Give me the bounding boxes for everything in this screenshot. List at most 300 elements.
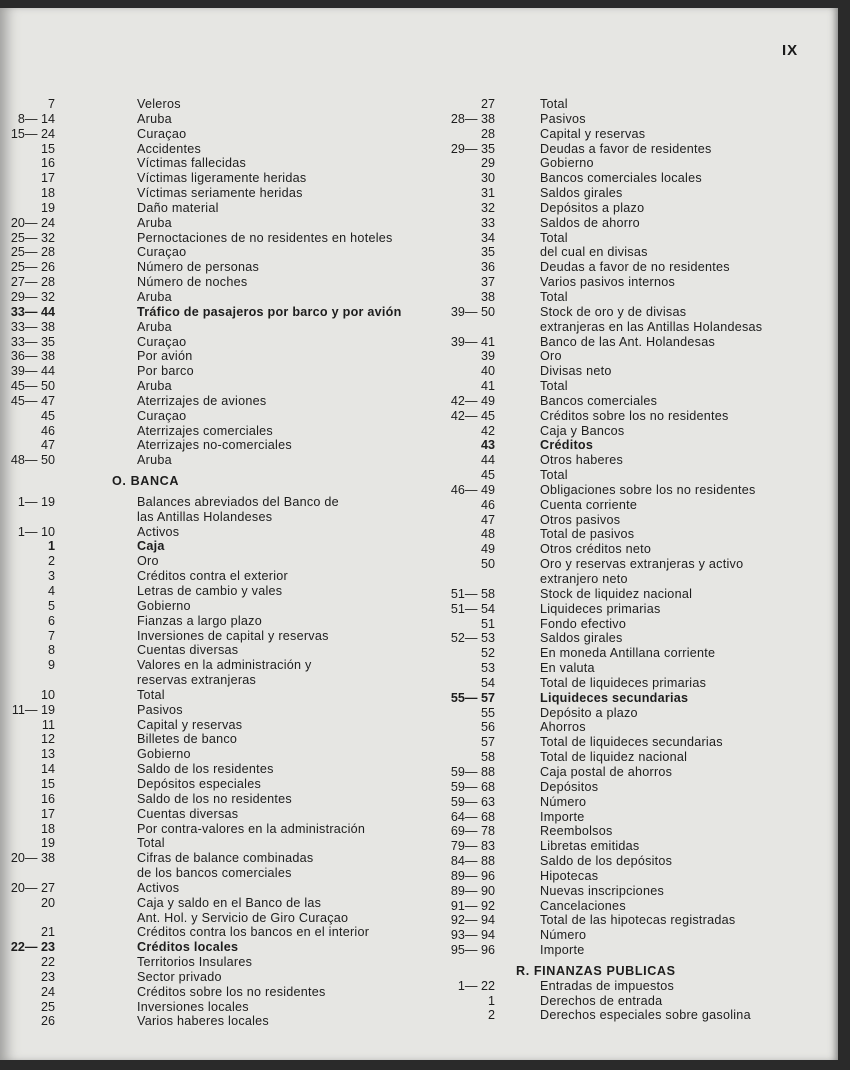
entry-title: Curaçao bbox=[137, 245, 187, 260]
entry-title: extranjero neto bbox=[540, 572, 628, 586]
entry-title: Divisas neto bbox=[540, 364, 612, 379]
table-number-range: 33— 44 bbox=[10, 304, 55, 319]
table-number-range: 20— 24 bbox=[10, 215, 55, 230]
entry-title: Hipotecas bbox=[540, 868, 599, 883]
table-number-range: 45 bbox=[40, 408, 55, 423]
entry-title: Saldos de ahorro bbox=[540, 215, 640, 230]
entry-title: Saldo de los residentes bbox=[137, 762, 274, 777]
index-entry bbox=[0, 1000, 420, 1015]
table-number-range: 58 bbox=[480, 750, 495, 765]
index-entry bbox=[0, 142, 420, 157]
index-entry bbox=[420, 795, 820, 810]
entry-title: Banco de las Ant. Holandesas bbox=[540, 334, 716, 349]
table-number-range: 4 bbox=[47, 584, 55, 598]
entry-title: Cuenta corriente bbox=[540, 497, 638, 512]
index-entry bbox=[0, 539, 420, 554]
table-number-range: 15 bbox=[40, 776, 55, 791]
index-entry bbox=[420, 780, 820, 795]
index-entry bbox=[420, 112, 820, 127]
table-number-range: 19 bbox=[40, 836, 55, 851]
entry-title: Varios pasivos internos bbox=[540, 275, 676, 290]
index-entry bbox=[0, 156, 420, 171]
section-title: O. BANCA bbox=[112, 474, 180, 489]
entry-title: Fianzas a largo plazo bbox=[137, 613, 262, 628]
entry-title: Daño material bbox=[137, 200, 219, 215]
table-number-range: 5 bbox=[47, 598, 55, 613]
index-entry bbox=[420, 1008, 820, 1023]
entry-title: Ahorros bbox=[540, 720, 586, 735]
index-entry bbox=[420, 720, 820, 735]
entry-title: Créditos contra el exterior bbox=[137, 569, 288, 584]
table-number-range: 48— 50 bbox=[10, 453, 55, 468]
entry-title: Letras de cambio y vales bbox=[137, 584, 283, 598]
table-number-range: 51— 54 bbox=[450, 601, 495, 616]
table-number-range: 46 bbox=[480, 497, 495, 512]
entry-title: Inversiones locales bbox=[137, 999, 249, 1014]
table-number-range: 19 bbox=[40, 200, 55, 215]
index-entry bbox=[420, 765, 820, 780]
index-entry bbox=[0, 510, 420, 525]
index-entry bbox=[0, 836, 420, 851]
entry-title: Créditos sobre los no residentes bbox=[137, 984, 326, 999]
table-number-range: 52— 53 bbox=[450, 631, 495, 646]
index-entry bbox=[0, 703, 420, 718]
index-entry bbox=[420, 676, 820, 691]
table-number-range: 91— 92 bbox=[450, 898, 495, 913]
table-number-range: 16 bbox=[40, 791, 55, 806]
table-number-range: 23 bbox=[40, 969, 55, 984]
index-entry bbox=[420, 691, 820, 706]
index-entry bbox=[0, 554, 420, 569]
table-number-range: 59— 63 bbox=[450, 794, 495, 809]
index-entry bbox=[0, 955, 420, 970]
table-number-range: 42 bbox=[480, 423, 495, 438]
table-number-range: 36— 38 bbox=[10, 349, 55, 364]
table-number-range: 55 bbox=[480, 705, 495, 720]
table-number-range: 48 bbox=[480, 527, 495, 542]
index-entry bbox=[420, 750, 820, 765]
table-number-range: 36 bbox=[480, 260, 495, 275]
entry-title: Otros créditos neto bbox=[540, 542, 652, 557]
table-number-range: 25— 26 bbox=[10, 260, 55, 275]
table-number-range: 27 bbox=[480, 97, 495, 111]
table-number-range: 47 bbox=[480, 512, 495, 527]
index-entry bbox=[0, 379, 420, 394]
entry-title: Caja postal de ahorros bbox=[540, 764, 673, 779]
entry-title: Derechos especiales sobre gasolina bbox=[540, 1008, 751, 1023]
entry-title: Total de liquidez nacional bbox=[540, 750, 688, 765]
index-entry bbox=[420, 483, 820, 498]
table-number-range: 39— 50 bbox=[450, 304, 495, 319]
entry-title: Libretas emitidas bbox=[540, 839, 640, 854]
index-entry bbox=[420, 394, 820, 409]
entry-title: Curaçao bbox=[137, 126, 187, 141]
table-number-range: 45— 50 bbox=[10, 379, 55, 394]
entry-title: Víctimas seriamente heridas bbox=[137, 186, 303, 201]
index-entry bbox=[0, 985, 420, 1000]
index-entry bbox=[0, 732, 420, 747]
entry-title: Aruba bbox=[137, 379, 172, 394]
entry-title: las Antillas Holandeses bbox=[137, 509, 273, 524]
index-entry bbox=[0, 851, 420, 866]
index-entry bbox=[420, 364, 820, 379]
table-number-range: 1— 19 bbox=[17, 494, 55, 509]
index-entry bbox=[420, 602, 820, 617]
entry-title: Total de liquideces primarias bbox=[540, 675, 707, 690]
index-entry bbox=[420, 453, 820, 468]
entry-title: Activos bbox=[137, 524, 180, 539]
table-number-range: 51 bbox=[480, 616, 495, 631]
table-number-range: 45 bbox=[480, 468, 495, 483]
entry-title: Accidentes bbox=[137, 141, 202, 156]
entry-title: Total bbox=[540, 97, 568, 111]
table-number-range: 14 bbox=[40, 762, 55, 777]
entry-title: Valores en la administración y bbox=[137, 658, 312, 673]
index-entry bbox=[0, 424, 420, 439]
table-number-range: 69— 78 bbox=[450, 824, 495, 839]
index-entry bbox=[420, 557, 820, 572]
index-entry bbox=[0, 231, 420, 246]
entry-title: Deudas a favor de residentes bbox=[540, 141, 712, 156]
index-entry bbox=[0, 245, 420, 260]
entry-title: Aterrizajes de aviones bbox=[137, 393, 267, 408]
table-number-range: 46 bbox=[40, 423, 55, 438]
entry-title: Saldo de los no residentes bbox=[137, 791, 292, 806]
index-entry bbox=[0, 911, 420, 926]
table-number-range: 3 bbox=[47, 569, 55, 584]
index-entry bbox=[0, 186, 420, 201]
index-entry bbox=[420, 542, 820, 557]
index-entry bbox=[0, 453, 420, 468]
entry-title: Depósitos a plazo bbox=[540, 200, 645, 215]
entry-title: Gobierno bbox=[540, 156, 594, 171]
entry-title: Número bbox=[540, 928, 587, 943]
entry-title: Otros pasivos bbox=[540, 512, 621, 527]
table-number-range: 95— 96 bbox=[450, 943, 495, 958]
index-entry bbox=[0, 260, 420, 275]
index-entry bbox=[0, 614, 420, 629]
table-number-range: 16 bbox=[40, 156, 55, 171]
entry-title: Territorios Insulares bbox=[137, 955, 253, 970]
index-entry bbox=[420, 979, 820, 994]
index-entry bbox=[420, 260, 820, 275]
index-entry bbox=[420, 646, 820, 661]
entry-title: Fondo efectivo bbox=[540, 616, 627, 631]
table-number-range: 46— 49 bbox=[450, 482, 495, 497]
table-number-range: 49 bbox=[480, 542, 495, 557]
index-entry bbox=[420, 290, 820, 305]
table-number-range: 6 bbox=[47, 613, 55, 628]
entry-title: Por barco bbox=[137, 364, 194, 379]
table-number-range: 52 bbox=[480, 646, 495, 661]
table-number-range: 11 bbox=[41, 717, 55, 732]
index-entry bbox=[420, 706, 820, 721]
entry-title: Por contra-valores en la administración bbox=[137, 821, 366, 836]
entry-title: Entradas de impuestos bbox=[540, 978, 675, 993]
table-number-range: 42— 45 bbox=[450, 408, 495, 423]
table-number-range: 64— 68 bbox=[450, 809, 495, 824]
table-number-range: 47 bbox=[40, 438, 55, 453]
index-entry bbox=[0, 658, 420, 673]
entry-title: Oro y reservas extranjeras y activo bbox=[540, 557, 744, 572]
entry-title: En valuta bbox=[540, 661, 595, 676]
table-number-range: 30 bbox=[480, 171, 495, 186]
index-entry bbox=[0, 673, 420, 688]
entry-title: Total bbox=[540, 289, 568, 304]
entry-title: Pasivos bbox=[137, 702, 183, 717]
index-entry bbox=[420, 379, 820, 394]
index-entry bbox=[420, 186, 820, 201]
index-entry bbox=[420, 810, 820, 825]
table-number-range: 57 bbox=[480, 735, 495, 750]
table-number-range: 44 bbox=[480, 453, 495, 468]
table-number-range: 1 bbox=[47, 539, 55, 554]
table-number-range: 7 bbox=[47, 628, 55, 643]
section-heading bbox=[0, 474, 420, 489]
entry-title: Saldo de los depósitos bbox=[540, 854, 673, 869]
entry-title: En moneda Antillana corriente bbox=[540, 646, 716, 661]
index-entry bbox=[420, 869, 820, 884]
index-entry bbox=[420, 735, 820, 750]
index-entry bbox=[0, 940, 420, 955]
index-entry bbox=[0, 747, 420, 762]
index-entry bbox=[0, 866, 420, 881]
table-number-range: 1— 22 bbox=[457, 978, 495, 993]
table-number-range: 25 bbox=[40, 999, 55, 1014]
entry-title: Total de las hipotecas registradas bbox=[540, 913, 736, 928]
table-number-range: 50 bbox=[480, 557, 495, 572]
entry-title: Ant. Hol. y Servicio de Giro Curaçao bbox=[137, 910, 349, 925]
index-entry bbox=[420, 127, 820, 142]
entry-title: Depósitos especiales bbox=[137, 776, 262, 791]
entry-title: extranjeras en las Antillas Holandesas bbox=[540, 319, 763, 334]
entry-title: Cuentas diversas bbox=[137, 643, 239, 658]
entry-title: Créditos contra los bancos en el interior bbox=[137, 925, 370, 940]
entry-title: Capital y reservas bbox=[540, 126, 646, 141]
table-number-range: 43 bbox=[480, 438, 495, 453]
index-entry bbox=[420, 943, 820, 958]
table-number-range: 1 bbox=[487, 993, 495, 1008]
entry-title: Tráfico de pasajeros por barco y por avión bbox=[137, 304, 402, 319]
entry-title: Total bbox=[137, 687, 165, 702]
table-number-range: 33— 38 bbox=[10, 319, 55, 334]
index-entry bbox=[420, 171, 820, 186]
index-column-right bbox=[420, 97, 820, 1023]
table-number-range: 28 bbox=[480, 126, 495, 141]
entry-title: Stock de oro y de divisas bbox=[540, 304, 687, 319]
entry-title: reservas extranjeras bbox=[137, 673, 257, 688]
table-number-range: 10 bbox=[40, 687, 55, 702]
table-number-range: 89— 96 bbox=[450, 868, 495, 883]
entry-title: Oro bbox=[540, 349, 562, 364]
entry-title: Víctimas fallecidas bbox=[137, 156, 247, 171]
entry-title: Saldos girales bbox=[540, 186, 623, 201]
index-entry bbox=[420, 349, 820, 364]
index-entry bbox=[420, 231, 820, 246]
entry-title: Por avión bbox=[137, 349, 193, 364]
table-number-range: 22 bbox=[40, 955, 55, 970]
table-number-range: 21 bbox=[40, 925, 55, 940]
entry-title: Billetes de banco bbox=[137, 732, 238, 747]
index-entry bbox=[420, 245, 820, 260]
entry-title: Total bbox=[540, 468, 568, 483]
index-entry bbox=[420, 854, 820, 869]
entry-title: Reembolsos bbox=[540, 824, 613, 839]
entry-title: Caja y saldo en el Banco de las bbox=[137, 895, 322, 910]
index-entry bbox=[420, 527, 820, 542]
table-number-range: 40 bbox=[480, 364, 495, 379]
table-number-range: 17 bbox=[40, 806, 55, 821]
table-number-range: 55— 57 bbox=[450, 690, 495, 705]
table-number-range: 59— 88 bbox=[450, 764, 495, 779]
table-number-range: 34 bbox=[480, 230, 495, 245]
table-number-range: 35 bbox=[480, 245, 495, 260]
index-entry bbox=[0, 127, 420, 142]
entry-title: Activos bbox=[137, 880, 180, 895]
entry-title: Aruba bbox=[137, 453, 172, 468]
entry-title: Obligaciones sobre los no residentes bbox=[540, 482, 756, 497]
entry-title: Aruba bbox=[137, 289, 172, 304]
index-entry bbox=[0, 275, 420, 290]
index-entry bbox=[0, 394, 420, 409]
table-number-range: 24 bbox=[40, 984, 55, 999]
table-number-range: 2 bbox=[487, 1008, 495, 1023]
index-entry bbox=[420, 498, 820, 513]
entry-title: Cifras de balance combinadas bbox=[137, 851, 314, 866]
index-entry bbox=[420, 156, 820, 171]
table-number-range: 54 bbox=[480, 675, 495, 690]
entry-title: Sector privado bbox=[137, 969, 222, 984]
index-entry bbox=[0, 349, 420, 364]
entry-title: Curaçao bbox=[137, 334, 187, 349]
index-entry bbox=[420, 216, 820, 231]
table-number-range: 8 bbox=[47, 643, 55, 658]
table-number-range: 20— 27 bbox=[10, 880, 55, 895]
table-number-range: 51— 58 bbox=[450, 586, 495, 601]
index-entry bbox=[420, 994, 820, 1009]
document-page bbox=[0, 8, 838, 1060]
index-entry bbox=[420, 320, 820, 335]
index-entry bbox=[0, 495, 420, 510]
index-entry bbox=[0, 290, 420, 305]
index-entry bbox=[0, 112, 420, 127]
table-number-range: 39 bbox=[480, 349, 495, 364]
entry-title: Veleros bbox=[137, 97, 181, 111]
table-number-range: 20— 38 bbox=[10, 851, 55, 866]
index-entry bbox=[420, 142, 820, 157]
index-entry bbox=[420, 572, 820, 587]
entry-title: Derechos de entrada bbox=[540, 993, 663, 1008]
table-number-range: 32 bbox=[480, 200, 495, 215]
index-entry bbox=[420, 661, 820, 676]
table-number-range: 41 bbox=[480, 379, 495, 394]
index-entry bbox=[0, 792, 420, 807]
table-number-range: 37 bbox=[480, 275, 495, 290]
index-entry bbox=[0, 881, 420, 896]
index-column-left bbox=[0, 97, 420, 1029]
entry-title: Cancelaciones bbox=[540, 898, 626, 913]
table-number-range: 53 bbox=[480, 661, 495, 676]
table-number-range: 7 bbox=[47, 97, 55, 111]
table-number-range: 33— 35 bbox=[10, 334, 55, 349]
table-number-range: 25— 28 bbox=[10, 245, 55, 260]
index-entry bbox=[420, 824, 820, 839]
entry-title: Pernoctaciones de no residentes en hoteles bbox=[137, 230, 393, 245]
table-number-range: 79— 83 bbox=[450, 839, 495, 854]
entry-title: Aruba bbox=[137, 319, 172, 334]
entry-title: Deudas a favor de no residentes bbox=[540, 260, 730, 275]
index-entry bbox=[420, 631, 820, 646]
index-entry bbox=[0, 807, 420, 822]
entry-title: Cuentas diversas bbox=[137, 806, 239, 821]
entry-title: Oro bbox=[137, 554, 159, 569]
index-entry bbox=[0, 335, 420, 350]
index-entry bbox=[420, 617, 820, 632]
index-entry bbox=[420, 468, 820, 483]
entry-title: Total bbox=[540, 379, 568, 394]
table-number-range: 8— 14 bbox=[17, 111, 55, 126]
index-entry bbox=[0, 643, 420, 658]
entry-title: Caja bbox=[137, 539, 165, 554]
entry-title: Número de noches bbox=[137, 275, 248, 290]
entry-title: Curaçao bbox=[137, 408, 187, 423]
table-number-range: 15 bbox=[40, 141, 55, 156]
section-title: R. FINANZAS PUBLICAS bbox=[516, 963, 676, 978]
table-number-range: 42— 49 bbox=[450, 393, 495, 408]
index-entry bbox=[0, 438, 420, 453]
entry-title: Víctimas ligeramente heridas bbox=[137, 171, 307, 186]
index-entry bbox=[0, 688, 420, 703]
index-entry bbox=[0, 925, 420, 940]
entry-title: Número de personas bbox=[137, 260, 260, 275]
table-number-range: 29— 35 bbox=[450, 141, 495, 156]
index-entry bbox=[0, 97, 420, 112]
table-number-range: 39— 41 bbox=[450, 334, 495, 349]
table-number-range: 92— 94 bbox=[450, 913, 495, 928]
index-entry bbox=[0, 896, 420, 911]
index-entry bbox=[420, 438, 820, 453]
index-entry bbox=[0, 718, 420, 733]
entry-title: Total de liquideces secundarias bbox=[540, 735, 723, 750]
entry-title: Caja y Bancos bbox=[540, 423, 625, 438]
table-number-range: 26 bbox=[40, 1014, 55, 1029]
index-entry bbox=[0, 364, 420, 379]
index-entry bbox=[420, 928, 820, 943]
table-number-range: 11— 19 bbox=[11, 702, 55, 717]
entry-title: Importe bbox=[540, 943, 585, 958]
table-number-range: 29— 32 bbox=[10, 289, 55, 304]
index-entry bbox=[420, 97, 820, 112]
table-number-range: 28— 38 bbox=[450, 111, 495, 126]
entry-title: Total bbox=[540, 230, 568, 245]
index-entry bbox=[0, 409, 420, 424]
table-number-range: 9 bbox=[47, 658, 55, 673]
index-entry bbox=[0, 201, 420, 216]
index-entry bbox=[420, 513, 820, 528]
index-entry bbox=[0, 525, 420, 540]
table-number-range: 27— 28 bbox=[10, 275, 55, 290]
entry-title: Créditos bbox=[540, 438, 594, 453]
table-number-range: 29 bbox=[480, 156, 495, 171]
entry-title: Capital y reservas bbox=[137, 717, 243, 732]
index-entry bbox=[420, 913, 820, 928]
entry-title: Créditos sobre los no residentes bbox=[540, 408, 729, 423]
index-entry bbox=[0, 569, 420, 584]
index-entry bbox=[420, 305, 820, 320]
entry-title: Créditos locales bbox=[137, 940, 239, 955]
table-number-range: 33 bbox=[480, 215, 495, 230]
table-number-range: 12 bbox=[40, 732, 55, 747]
